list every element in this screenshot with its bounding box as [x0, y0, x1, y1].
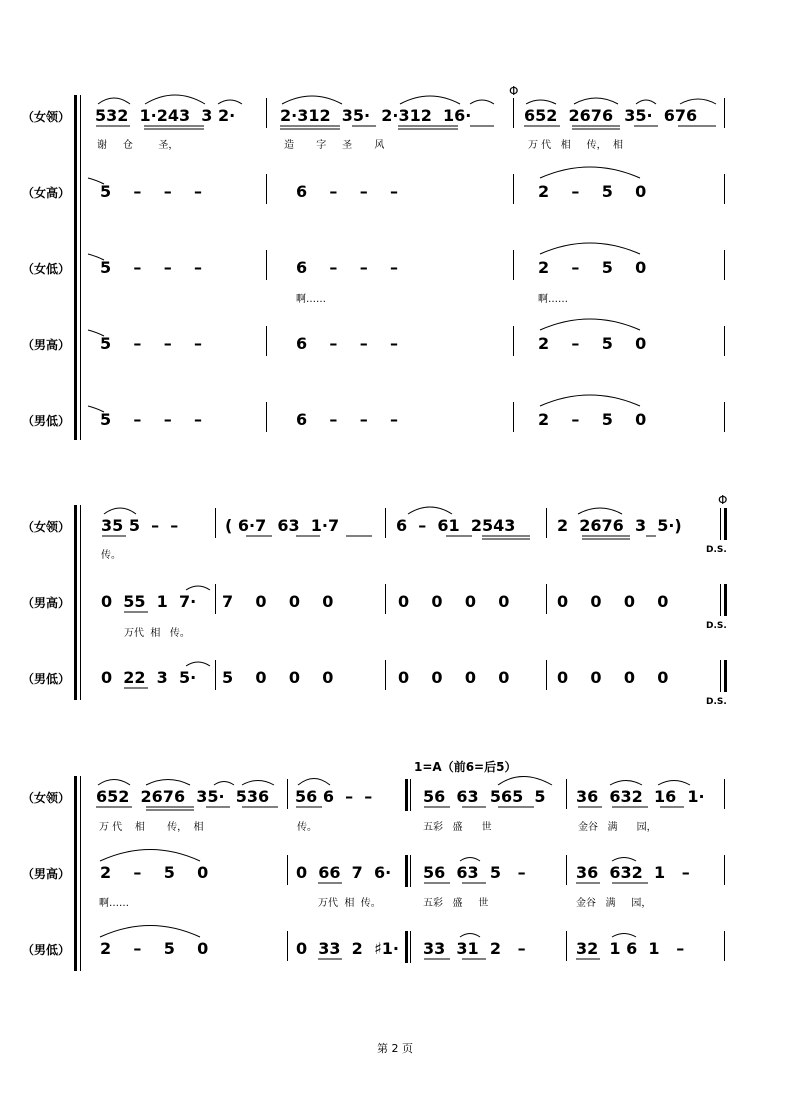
lyric: 万 代 相 传， 相 — [528, 140, 623, 151]
slur — [498, 777, 552, 786]
measure-notes: 0 0 0 0 — [557, 668, 669, 687]
measure-notes: 36 632 1 – — [576, 863, 690, 882]
measure-notes: 56 63 565 5 — [423, 787, 546, 806]
lyric: 传。 — [297, 822, 317, 833]
slur — [214, 782, 234, 786]
lyric: 万 代 相 传， 相 — [99, 822, 204, 833]
part-label-male-high: （男高） — [22, 596, 71, 610]
part-label-male-high: （男高） — [22, 867, 71, 881]
slur — [242, 781, 274, 786]
measure-notes: 0 0 0 0 — [557, 592, 669, 611]
slur — [146, 780, 190, 786]
tie — [88, 178, 104, 184]
slur — [578, 508, 622, 514]
measure-notes: 56 63 5 – — [423, 863, 526, 882]
slur — [526, 100, 556, 104]
slur — [408, 507, 452, 514]
measure-notes: 2·312 35· 2·312 16· — [280, 106, 472, 125]
measure-notes: 2 – 5 0 — [100, 939, 209, 958]
measure-notes: 5 0 0 0 — [222, 668, 334, 687]
measure-notes: ( 6·7 63 1·7 — [225, 516, 340, 535]
part-label-female-low: （女低） — [22, 262, 71, 276]
slur — [540, 319, 640, 330]
slur — [145, 95, 205, 104]
slur — [540, 395, 640, 406]
lyric: 金谷 满 园， — [578, 822, 657, 833]
slur — [636, 100, 656, 104]
measure-notes: 32 1 6 1 – — [576, 939, 685, 958]
measure-notes: 652 2676 35· 676 — [524, 106, 698, 125]
slur — [540, 243, 640, 254]
measure-notes: 532 1·243 3 2· — [95, 106, 236, 125]
ds-mark: D.S. — [706, 697, 727, 707]
measure-notes: 56 6 – – — [295, 787, 373, 806]
slur — [104, 508, 136, 514]
slur — [574, 98, 618, 104]
slur — [282, 96, 342, 104]
segno-sign: Φ — [718, 493, 728, 507]
lyric: 传。 — [101, 550, 121, 561]
slur — [186, 586, 210, 590]
page-number: 第 2 页 — [377, 1042, 413, 1055]
measure-notes: 0 22 3 5· — [101, 668, 197, 687]
measure-notes: 2 – 5 0 — [100, 863, 209, 882]
measure-notes: 7 0 0 0 — [222, 592, 334, 611]
slur — [298, 779, 330, 786]
slur — [186, 662, 210, 666]
part-label-male-low: （男低） — [22, 672, 71, 686]
part-label-male-low: （男低） — [22, 943, 71, 957]
slur — [612, 934, 636, 938]
measure-notes: 0 33 2 ♯1· — [296, 939, 399, 958]
slur — [98, 780, 130, 786]
slur — [470, 100, 494, 104]
slur — [218, 100, 242, 104]
slur — [460, 934, 480, 938]
slur — [540, 167, 640, 178]
lyric: 万代 相 传。 — [124, 628, 190, 639]
part-label-male-low: （男低） — [22, 414, 71, 428]
part-label-female-lead: （女领） — [22, 110, 71, 124]
measure-notes: 6 – – – — [296, 258, 398, 277]
measure-notes: 2 – 5 0 — [538, 334, 647, 353]
measure-notes: 36 632 16 1· — [576, 787, 705, 806]
measure-notes: 2 – 5 0 — [538, 182, 647, 201]
measure-notes: 5 – – – — [100, 258, 202, 277]
part-label-female-high: （女高） — [22, 186, 71, 200]
slur — [610, 781, 642, 786]
measure-notes: 2 2676 3 5·) — [557, 516, 682, 535]
slur — [100, 926, 200, 938]
lyric: 啊…… — [296, 294, 326, 305]
measure-notes: 652 2676 35· 536 — [96, 787, 270, 806]
lyric: 五彩 盛 世 — [423, 898, 489, 909]
measure-notes: 6 – – – — [296, 182, 398, 201]
measure-notes: 6 – – – — [296, 410, 398, 429]
measure-notes: 0 0 0 0 — [398, 668, 510, 687]
segno-sign: Φ — [509, 84, 519, 98]
tie — [88, 330, 104, 336]
measure-notes: 5 – – – — [100, 410, 202, 429]
measure-notes: 0 0 0 0 — [398, 592, 510, 611]
part-label-female-lead: （女领） — [22, 520, 71, 534]
measure-notes: 2 – 5 0 — [538, 410, 647, 429]
lyric: 金谷 满 园， — [576, 898, 652, 909]
lyric: 啊…… — [538, 294, 568, 305]
slur — [98, 98, 130, 104]
part-label-male-high: （男高） — [22, 338, 71, 352]
measure-notes: 0 66 7 6· — [296, 863, 392, 882]
measure-notes: 33 31 2 – — [423, 939, 526, 958]
measure-notes: 35 5 – – — [101, 516, 179, 535]
slur — [680, 99, 716, 104]
slur — [100, 850, 200, 862]
key-change: 1=A（前6=后5） — [414, 760, 517, 774]
lyric: 造 字 圣 风 — [284, 140, 385, 151]
lyric: 谢 仓 圣， — [97, 140, 179, 151]
slur — [400, 96, 460, 104]
part-label-female-lead: （女领） — [22, 791, 71, 805]
measure-notes: 5 – – – — [100, 334, 202, 353]
tie — [88, 406, 104, 412]
measure-notes: 6 – 61 2543 — [396, 516, 516, 535]
slur — [658, 781, 690, 786]
tie — [88, 254, 104, 260]
lyric: 五彩 盛 世 — [423, 822, 492, 833]
ds-mark: D.S. — [706, 621, 727, 631]
ds-mark: D.S. — [706, 545, 727, 555]
lyric: 万代 相 传。 — [318, 898, 381, 909]
measure-notes: 6 – – – — [296, 334, 398, 353]
measure-notes: 2 – 5 0 — [538, 258, 647, 277]
slur — [460, 858, 480, 862]
slur — [612, 858, 636, 862]
measure-notes: 0 55 1 7· — [101, 592, 197, 611]
measure-notes: 5 – – – — [100, 182, 202, 201]
lyric: 啊…… — [99, 898, 129, 909]
